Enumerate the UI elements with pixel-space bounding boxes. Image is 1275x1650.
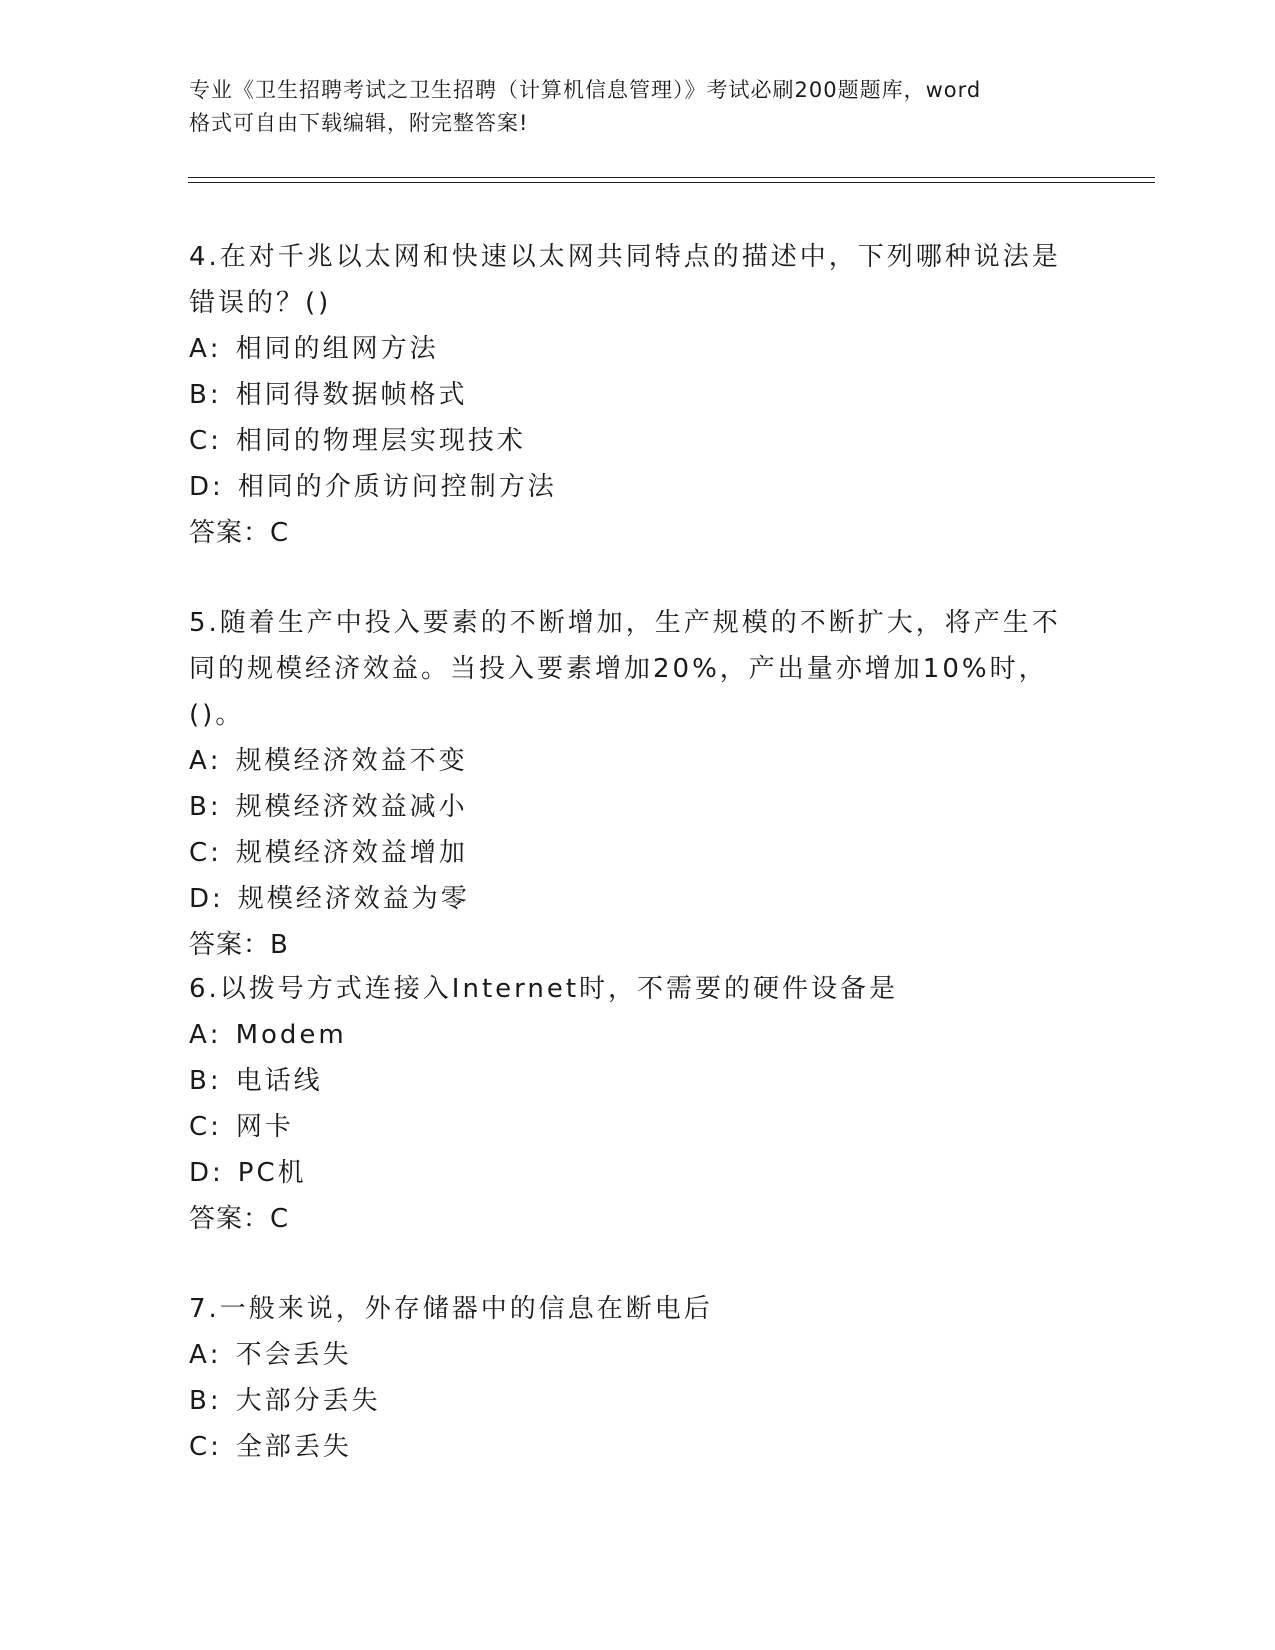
option-text: 不会丢失 bbox=[235, 1340, 352, 1370]
option-c bbox=[189, 830, 1089, 876]
option-text: 全部丢失 bbox=[235, 1432, 352, 1462]
option-separator: : bbox=[210, 426, 222, 456]
option-separator: : bbox=[210, 838, 222, 868]
option-text: 相同的介质访问控制方法 bbox=[237, 472, 557, 502]
header-divider-top bbox=[188, 177, 1155, 178]
option-b bbox=[189, 1378, 1089, 1424]
option-key: A bbox=[189, 1020, 210, 1050]
option-b bbox=[189, 1058, 1089, 1104]
option-separator: : bbox=[209, 1020, 222, 1050]
option-key: D bbox=[189, 1158, 213, 1188]
option-key: D bbox=[189, 884, 213, 914]
option-key: B bbox=[189, 1066, 210, 1096]
option-c bbox=[189, 1104, 1089, 1150]
option-separator: : bbox=[209, 380, 222, 410]
option-text: PC机 bbox=[237, 1158, 307, 1188]
option-text: 网卡 bbox=[235, 1112, 294, 1142]
option-key: D bbox=[189, 472, 213, 502]
question-7 bbox=[189, 1286, 1089, 1470]
option-separator: : bbox=[209, 792, 222, 822]
option-text: 大部分丢失 bbox=[235, 1386, 381, 1416]
option-key: B bbox=[189, 380, 210, 410]
option-separator: : bbox=[210, 1432, 222, 1462]
option-separator: : bbox=[212, 884, 224, 914]
option-d bbox=[189, 876, 1089, 922]
option-separator: : bbox=[212, 472, 224, 502]
option-key: C bbox=[189, 1112, 211, 1142]
option-d bbox=[189, 1150, 1089, 1196]
header-divider-bottom bbox=[188, 182, 1155, 183]
option-separator: : bbox=[209, 1066, 222, 1096]
header-line-2: 格式可自由下载编辑，附完整答案! bbox=[189, 111, 529, 135]
option-key: A bbox=[189, 334, 210, 364]
option-text: 规模经济效益增加 bbox=[235, 838, 468, 868]
option-text: 相同的物理层实现技术 bbox=[235, 426, 526, 456]
option-c bbox=[189, 418, 1089, 464]
option-separator: : bbox=[212, 1158, 224, 1188]
question-stem-line-2: 同的规模经济效益。当投入要素增加20%，产出量亦增加10%时，()。 bbox=[189, 654, 1048, 730]
option-key: A bbox=[189, 1340, 210, 1370]
document-header bbox=[189, 74, 1089, 140]
option-key: C bbox=[189, 426, 211, 456]
option-text: 相同得数据帧格式 bbox=[235, 380, 468, 410]
option-separator: : bbox=[210, 1112, 222, 1142]
question-6 bbox=[189, 966, 1089, 1242]
answer-line: 答案：C bbox=[189, 518, 290, 548]
question-5 bbox=[189, 600, 1089, 968]
question-stem-line-2: 错误的？() bbox=[189, 288, 332, 318]
option-d bbox=[189, 464, 1089, 510]
option-separator: : bbox=[209, 1340, 222, 1370]
option-b bbox=[189, 784, 1089, 830]
question-4 bbox=[189, 234, 1089, 556]
question-stem-line-1: 5.随着生产中投入要素的不断增加，生产规模的不断扩大，将产生不 bbox=[189, 608, 1061, 638]
header-line-1: 专业《卫生招聘考试之卫生招聘（计算机信息管理）》考试必刷200题题库，word bbox=[189, 78, 982, 102]
option-key: C bbox=[189, 838, 211, 868]
option-text: 规模经济效益减小 bbox=[235, 792, 468, 822]
option-a bbox=[189, 1012, 1089, 1058]
option-key: B bbox=[189, 1386, 210, 1416]
option-a bbox=[189, 1332, 1089, 1378]
option-a bbox=[189, 738, 1089, 784]
answer-line: 答案：C bbox=[189, 1204, 290, 1234]
option-c bbox=[189, 1424, 1089, 1470]
option-text: 规模经济效益为零 bbox=[237, 884, 470, 914]
option-text: 规模经济效益不变 bbox=[235, 746, 468, 776]
question-stem-line-1: 4.在对千兆以太网和快速以太网共同特点的描述中，下列哪种说法是 bbox=[189, 242, 1061, 272]
answer-line: 答案：B bbox=[189, 930, 289, 960]
option-key: A bbox=[189, 746, 210, 776]
option-separator: : bbox=[209, 746, 222, 776]
option-b bbox=[189, 372, 1089, 418]
option-text: 电话线 bbox=[235, 1066, 323, 1096]
option-text: Modem bbox=[235, 1020, 347, 1050]
question-stem-line-1: 7.一般来说，外存储器中的信息在断电后 bbox=[189, 1294, 713, 1324]
option-separator: : bbox=[209, 334, 222, 364]
option-key: B bbox=[189, 792, 210, 822]
option-separator: : bbox=[209, 1386, 222, 1416]
option-text: 相同的组网方法 bbox=[235, 334, 439, 364]
question-stem-line-1: 6.以拨号方式连接入Internet时，不需要的硬件设备是 bbox=[189, 974, 899, 1004]
option-key: C bbox=[189, 1432, 211, 1462]
option-a bbox=[189, 326, 1089, 372]
